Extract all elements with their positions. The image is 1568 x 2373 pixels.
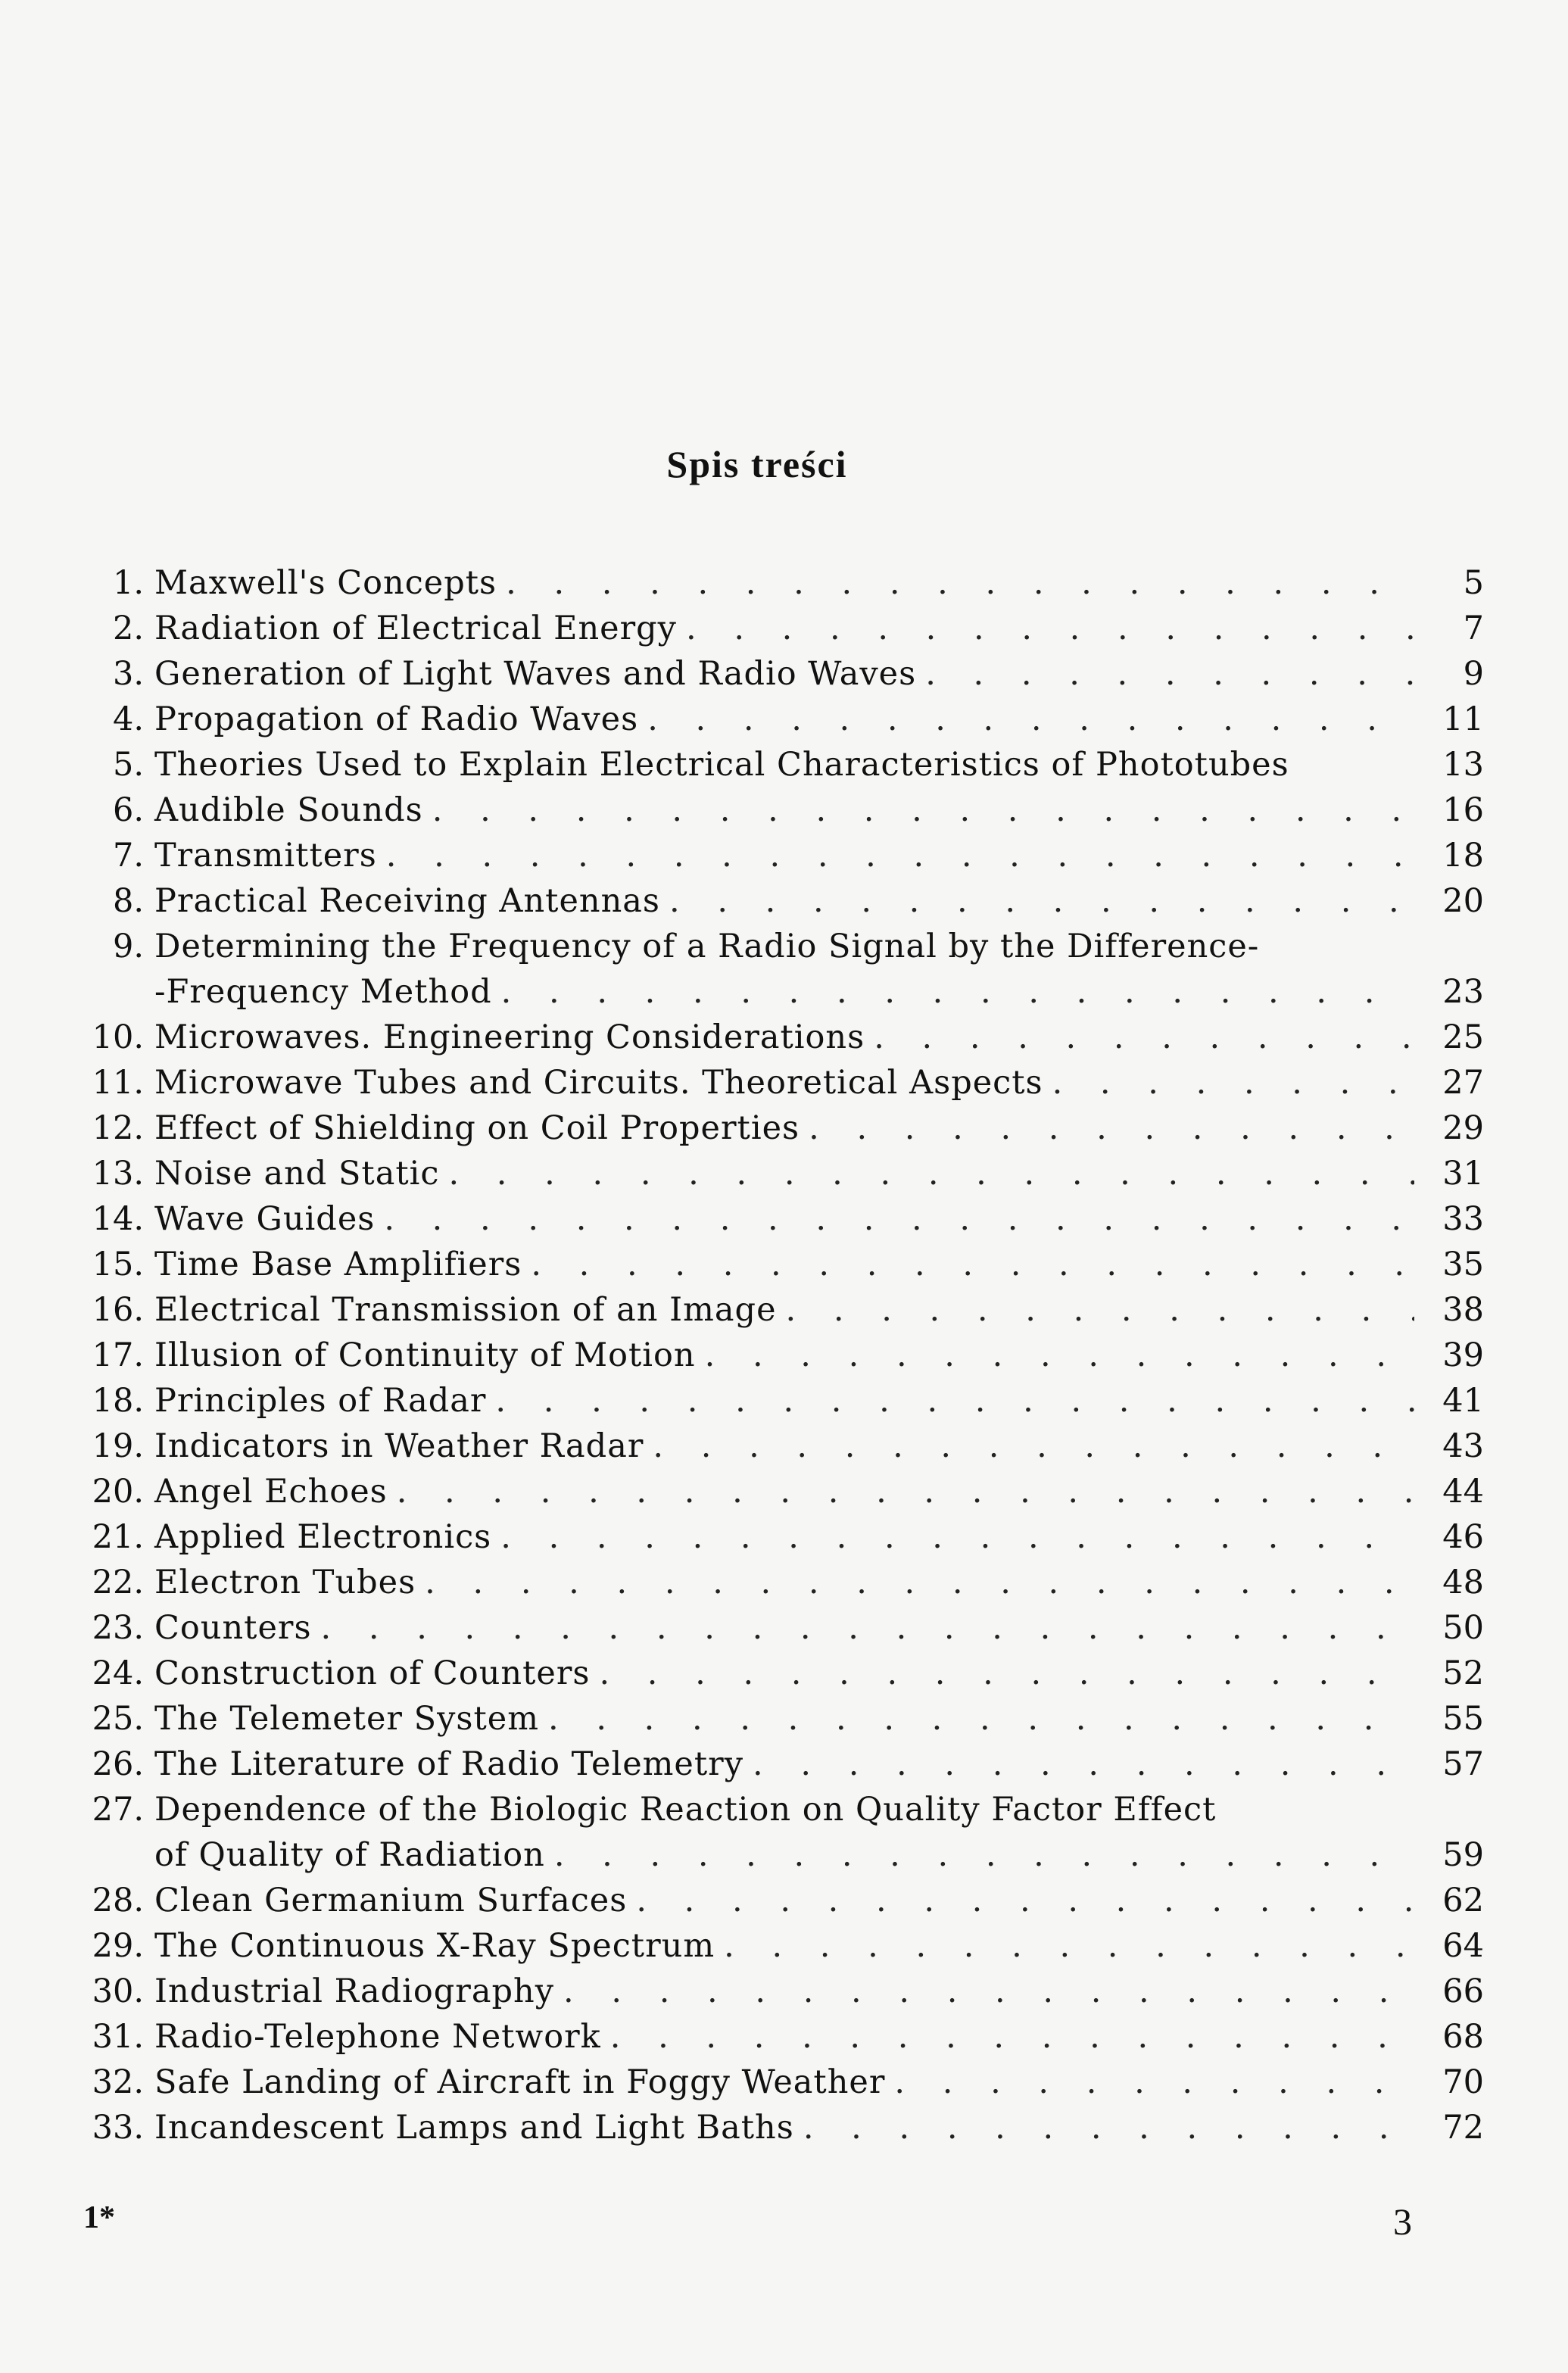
entry-number: 7. bbox=[112, 837, 144, 875]
entry-page: 39 bbox=[1442, 1336, 1484, 1374]
table-of-contents bbox=[68, 560, 1484, 2150]
toc-entry bbox=[68, 1242, 1484, 1287]
signature-mark: 1* bbox=[83, 2200, 115, 2235]
entry-page: 25 bbox=[1442, 1018, 1484, 1056]
toc-entry bbox=[68, 697, 1484, 742]
entry-title-continued: -Frequency Method bbox=[154, 973, 492, 1011]
entry-number: 29. bbox=[92, 1927, 144, 1965]
toc-entry bbox=[68, 651, 1484, 697]
entry-title: Wave Guides bbox=[154, 1200, 376, 1238]
dot-leader bbox=[501, 969, 1414, 1015]
entry-title: Indicators in Weather Radar bbox=[154, 1427, 644, 1465]
entry-page: 20 bbox=[1442, 882, 1484, 920]
entry-page: 7 bbox=[1463, 610, 1484, 647]
entry-number: 31. bbox=[92, 2018, 144, 2056]
dot-leader bbox=[495, 1378, 1414, 1423]
toc-entry bbox=[68, 1969, 1484, 2014]
entry-title: Radiation of Electrical Energy bbox=[154, 610, 677, 647]
entry-number: 8. bbox=[112, 882, 144, 920]
entry-page: 50 bbox=[1442, 1609, 1484, 1647]
entry-page: 62 bbox=[1442, 1882, 1484, 1919]
dot-leader bbox=[554, 1832, 1414, 1878]
entry-page: 29 bbox=[1442, 1109, 1484, 1147]
toc-entry bbox=[68, 1060, 1484, 1105]
toc-entry bbox=[68, 1651, 1484, 1696]
entry-title: Principles of Radar bbox=[154, 1382, 487, 1420]
toc-entry bbox=[68, 1787, 1484, 1832]
entry-page: 68 bbox=[1442, 2018, 1484, 2056]
entry-number: 11. bbox=[92, 1064, 144, 1102]
entry-title: Noise and Static bbox=[154, 1155, 440, 1193]
toc-entry bbox=[68, 1696, 1484, 1742]
entry-title: The Continuous X-Ray Spectrum bbox=[154, 1927, 715, 1965]
toc-entry bbox=[68, 1015, 1484, 1060]
toc-entry bbox=[68, 1923, 1484, 1969]
dot-leader bbox=[500, 1514, 1414, 1560]
entry-title: Applied Electronics bbox=[154, 1518, 492, 1556]
toc-entry bbox=[68, 1878, 1484, 1923]
toc-entry bbox=[68, 1742, 1484, 1787]
toc-entry bbox=[68, 2060, 1484, 2105]
toc-entry-continuation bbox=[68, 1832, 1484, 1878]
toc-entry bbox=[68, 1151, 1484, 1196]
toc-entry bbox=[68, 787, 1484, 833]
entry-number: 1. bbox=[112, 564, 144, 602]
entry-page: 35 bbox=[1442, 1246, 1484, 1283]
entry-number: 30. bbox=[92, 1972, 144, 2010]
entry-number: 25. bbox=[92, 1700, 144, 1738]
entry-page: 52 bbox=[1442, 1654, 1484, 1692]
entry-title: Industrial Radiography bbox=[154, 1972, 555, 2010]
entry-title: Construction of Counters bbox=[154, 1654, 591, 1692]
dot-leader bbox=[531, 1242, 1414, 1287]
entry-title: Counters bbox=[154, 1609, 312, 1647]
entry-title: Practical Receiving Antennas bbox=[154, 882, 660, 920]
dot-leader bbox=[874, 1015, 1414, 1060]
entry-page: 66 bbox=[1442, 1972, 1484, 2010]
entry-number: 10. bbox=[92, 1018, 144, 1056]
toc-entry bbox=[68, 1423, 1484, 1469]
entry-page: 16 bbox=[1442, 791, 1484, 829]
toc-entry bbox=[68, 2105, 1484, 2150]
toc-entry bbox=[68, 1560, 1484, 1605]
toc-entry bbox=[68, 1105, 1484, 1151]
dot-leader bbox=[432, 787, 1414, 833]
entry-title: Maxwell's Concepts bbox=[154, 564, 497, 602]
entry-number: 20. bbox=[92, 1473, 144, 1511]
dot-leader bbox=[384, 1196, 1414, 1242]
entry-number: 26. bbox=[92, 1745, 144, 1783]
entry-page: 72 bbox=[1442, 2109, 1484, 2147]
entry-number: 19. bbox=[92, 1427, 144, 1465]
dot-leader bbox=[636, 1878, 1414, 1923]
dot-leader bbox=[548, 1696, 1414, 1742]
entry-title: Time Base Amplifiers bbox=[154, 1246, 522, 1283]
dot-leader bbox=[599, 1651, 1414, 1696]
toc-entry-continuation bbox=[68, 969, 1484, 1015]
entry-number: 14. bbox=[92, 1200, 144, 1238]
entry-page: 38 bbox=[1442, 1291, 1484, 1329]
dot-leader bbox=[653, 1423, 1414, 1469]
dot-leader bbox=[397, 1469, 1414, 1514]
entry-number: 12. bbox=[92, 1109, 144, 1147]
entry-number: 9. bbox=[112, 928, 144, 965]
toc-entry bbox=[68, 1196, 1484, 1242]
entry-title: Dependence of the Biologic Reaction on Quality Factor Effect bbox=[154, 1791, 1217, 1829]
entry-number: 27. bbox=[92, 1791, 144, 1829]
toc-entry bbox=[68, 1287, 1484, 1333]
entry-page: 64 bbox=[1442, 1927, 1484, 1965]
entry-number: 15. bbox=[92, 1246, 144, 1283]
entry-title: Electrical Transmission of an Image bbox=[154, 1291, 777, 1329]
entry-title: Propagation of Radio Waves bbox=[154, 700, 639, 738]
entry-title: Audible Sounds bbox=[154, 791, 423, 829]
page-number: 3 bbox=[1393, 2200, 1412, 2243]
dot-leader bbox=[803, 2105, 1414, 2150]
toc-entry bbox=[68, 924, 1484, 969]
dot-leader bbox=[894, 2060, 1414, 2105]
entry-page: 33 bbox=[1442, 1200, 1484, 1238]
entry-page: 46 bbox=[1442, 1518, 1484, 1556]
entry-title: Transmitters bbox=[154, 837, 377, 875]
dot-leader bbox=[724, 1923, 1414, 1969]
entry-number: 24. bbox=[92, 1654, 144, 1692]
toc-entry bbox=[68, 1333, 1484, 1378]
entry-number: 23. bbox=[92, 1609, 144, 1647]
dot-leader bbox=[321, 1605, 1414, 1651]
entry-number: 6. bbox=[112, 791, 144, 829]
entry-title: Determining the Frequency of a Radio Signal by the Difference- bbox=[154, 928, 1260, 965]
entry-number: 4. bbox=[112, 700, 144, 738]
dot-leader bbox=[647, 697, 1414, 742]
entry-page: 13 bbox=[1442, 746, 1484, 784]
entry-title: Safe Landing of Aircraft in Foggy Weather bbox=[154, 2063, 886, 2101]
entry-page: 5 bbox=[1463, 564, 1484, 602]
entry-page: 59 bbox=[1442, 1836, 1484, 1874]
entry-title: Microwave Tubes and Circuits. Theoretical Aspects bbox=[154, 1064, 1043, 1102]
entry-title: Generation of Light Waves and Radio Waves bbox=[154, 655, 917, 693]
entry-number: 5. bbox=[112, 746, 144, 784]
toc-entry bbox=[68, 2014, 1484, 2060]
entry-title: The Telemeter System bbox=[154, 1700, 539, 1738]
dot-leader bbox=[386, 833, 1414, 878]
entry-number: 22. bbox=[92, 1564, 144, 1601]
entry-title: Angel Echoes bbox=[154, 1473, 388, 1511]
entry-title-continued: of Quality of Radiation bbox=[154, 1836, 545, 1874]
entry-number: 16. bbox=[92, 1291, 144, 1329]
toc-entry bbox=[68, 560, 1484, 606]
entry-page: 57 bbox=[1442, 1745, 1484, 1783]
entry-page: 23 bbox=[1442, 973, 1484, 1011]
entry-title: Illusion of Continuity of Motion bbox=[154, 1336, 696, 1374]
entry-title: Theories Used to Explain Electrical Characteristics of Phototubes bbox=[154, 746, 1289, 784]
entry-number: 33. bbox=[92, 2109, 144, 2147]
toc-entry bbox=[68, 833, 1484, 878]
toc-entry bbox=[68, 1378, 1484, 1423]
toc-entry bbox=[68, 878, 1484, 924]
entry-page: 27 bbox=[1442, 1064, 1484, 1102]
entry-page: 44 bbox=[1442, 1473, 1484, 1511]
entry-page: 18 bbox=[1442, 837, 1484, 875]
entry-page: 43 bbox=[1442, 1427, 1484, 1465]
dot-leader bbox=[753, 1742, 1414, 1787]
entry-number: 21. bbox=[92, 1518, 144, 1556]
page-title: Spis treści bbox=[666, 443, 848, 485]
toc-entry bbox=[68, 1605, 1484, 1651]
dot-leader bbox=[563, 1969, 1414, 2014]
dot-leader bbox=[786, 1287, 1414, 1333]
entry-title: The Literature of Radio Telemetry bbox=[154, 1745, 744, 1783]
entry-number: 18. bbox=[92, 1382, 144, 1420]
dot-leader bbox=[506, 560, 1414, 606]
entry-title: Effect of Shielding on Coil Properties bbox=[154, 1109, 800, 1147]
entry-number: 28. bbox=[92, 1882, 144, 1919]
toc-entry bbox=[68, 742, 1484, 787]
entry-number: 3. bbox=[112, 655, 144, 693]
dot-leader bbox=[425, 1560, 1414, 1605]
entry-title: Clean Germanium Surfaces bbox=[154, 1882, 628, 1919]
entry-page: 48 bbox=[1442, 1564, 1484, 1601]
toc-entry bbox=[68, 606, 1484, 651]
dot-leader bbox=[448, 1151, 1414, 1196]
entry-title: Electron Tubes bbox=[154, 1564, 416, 1601]
dot-leader bbox=[925, 651, 1414, 697]
entry-title: Radio-Telephone Network bbox=[154, 2018, 601, 2056]
toc-entry bbox=[68, 1514, 1484, 1560]
dot-leader bbox=[705, 1333, 1414, 1378]
entry-title: Incandescent Lamps and Light Baths bbox=[154, 2109, 794, 2147]
entry-page: 70 bbox=[1442, 2063, 1484, 2101]
dot-leader bbox=[669, 878, 1414, 924]
dot-leader bbox=[610, 2014, 1414, 2060]
dot-leader bbox=[686, 606, 1414, 651]
entry-number: 13. bbox=[92, 1155, 144, 1193]
entry-page: 31 bbox=[1442, 1155, 1484, 1193]
dot-leader bbox=[809, 1105, 1414, 1151]
entry-number: 17. bbox=[92, 1336, 144, 1374]
entry-number: 32. bbox=[92, 2063, 144, 2101]
entry-page: 41 bbox=[1442, 1382, 1484, 1420]
entry-page: 55 bbox=[1442, 1700, 1484, 1738]
dot-leader bbox=[1052, 1060, 1414, 1105]
entry-title: Microwaves. Engineering Considerations bbox=[154, 1018, 865, 1056]
entry-number: 2. bbox=[112, 610, 144, 647]
toc-entry bbox=[68, 1469, 1484, 1514]
entry-page: 9 bbox=[1463, 655, 1484, 693]
entry-page: 11 bbox=[1442, 700, 1484, 738]
